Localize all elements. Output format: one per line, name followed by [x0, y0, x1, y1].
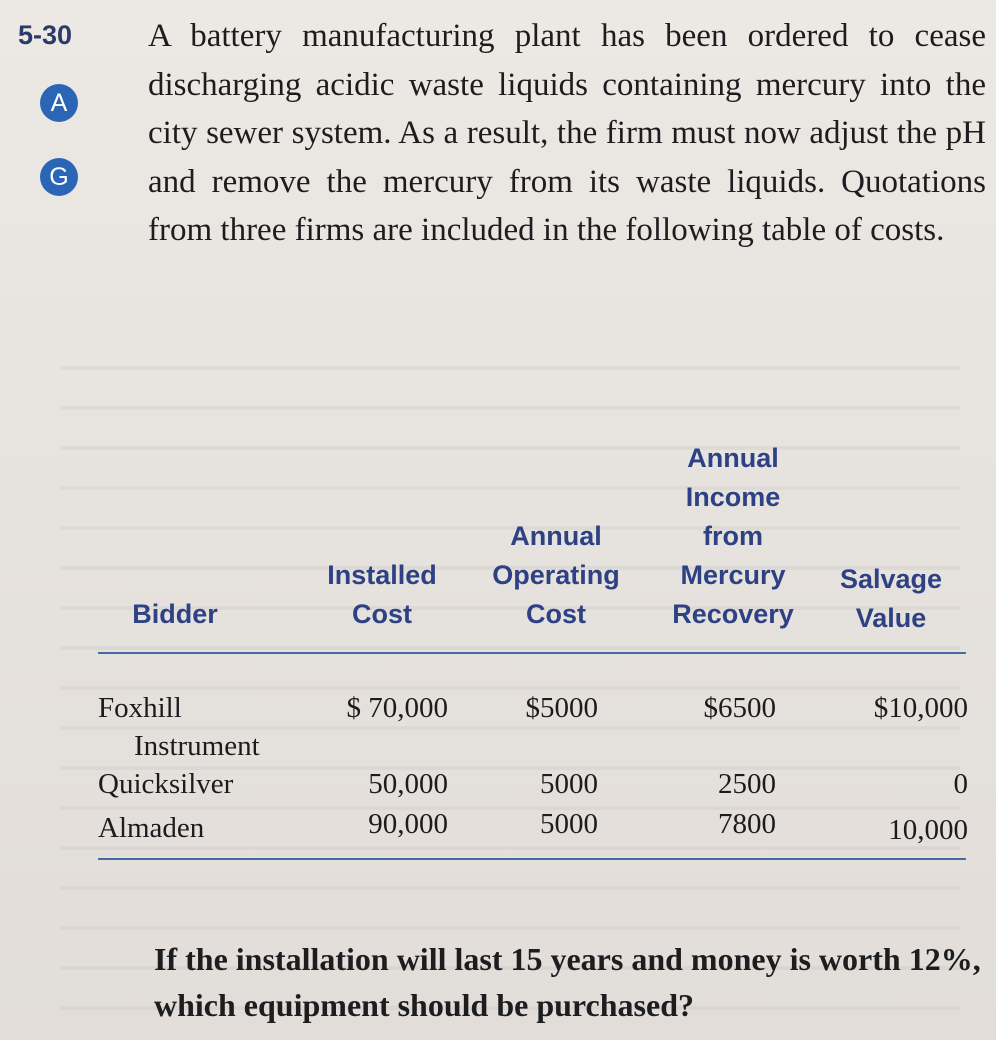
income-cell: 7800 — [718, 808, 776, 840]
bidder-cell: Quicksilver — [98, 768, 234, 800]
income-cell: 2500 — [718, 768, 776, 800]
operating-cost-cell: 5000 — [540, 768, 598, 800]
income-cell: $6500 — [703, 692, 776, 724]
salvage-cell: $10,000 — [873, 692, 968, 724]
installed-cost-cell: 90,000 — [368, 808, 448, 840]
installed-cost-cell: $ 70,000 — [346, 692, 448, 724]
bidder-cell: Almaden — [98, 812, 205, 844]
badge-g-icon: G — [40, 158, 78, 196]
problem-number: 5-30 — [18, 20, 73, 50]
table-top-rule — [98, 652, 966, 654]
operating-cost-cell: 5000 — [540, 808, 598, 840]
table-bottom-rule — [98, 858, 966, 860]
header-annual-income: Annual Income from Mercury Recovery — [672, 443, 794, 629]
header-salvage-value: Salvage Value — [839, 564, 943, 633]
salvage-cell: 0 — [953, 768, 968, 800]
header-bidder: Bidder — [132, 599, 218, 629]
salvage-cell: 10,000 — [888, 814, 968, 846]
question-text: If the installation will last 15 years and money is worth 12%, which equipment should be purchased? — [154, 941, 981, 1023]
header-annual-operating-cost: Annual Operating Cost — [492, 521, 620, 629]
bidder-cell-line2: Instrument — [134, 730, 260, 762]
operating-cost-cell: $5000 — [525, 692, 598, 724]
installed-cost-cell: 50,000 — [368, 768, 448, 800]
bleed-through-texture — [60, 330, 960, 1030]
header-installed-cost: Installed Cost — [327, 560, 437, 629]
badge-a-icon: A — [40, 84, 78, 122]
bidder-cell: Foxhill — [98, 692, 182, 724]
problem-statement: A battery manufacturing plant has been ordered to cease discharging acidic waste liquids containing mercury into the city sewer system. As a result, the firm must now adjust the pH and remove the mercury from its waste liquids. Quotations from three firms are included in the following table of costs. — [148, 18, 986, 248]
